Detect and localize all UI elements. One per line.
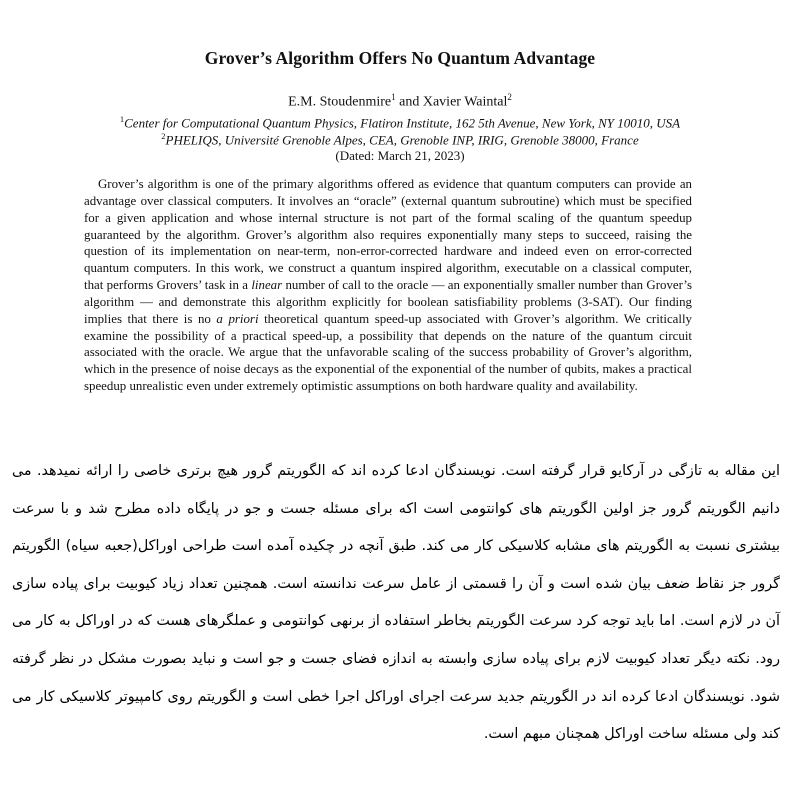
- abstract-text: number of call to the oracle — an exponentially smaller number than Grover’s algorithm — and demonstrate this algorithm explicitly for boolean satisfiability problems (3-SAT). Our finding implies that there is no: [84, 278, 692, 326]
- dated-line: (Dated: March 21, 2023): [335, 148, 465, 163]
- paper-title: Grover’s Algorithm Offers No Quantum Advantage: [204, 48, 596, 68]
- affiliation-mark: 1: [119, 114, 125, 124]
- affiliation: [0, 131, 800, 148]
- persian-commentary: این مقاله به تازگی در آرکایو قرار گرفته است. نویسندگان ادعا کرده اند که الگوریتم گرور هیچ برتری خاصی را ارائه نمیدهد. می دانیم الگوریتم گرور جز اولین الگوریتم های کوانتومی است اکه برای مسئله جست و جو در پایگاه داده مطرح شد و با سرعت بیشتری نسبت به الگوریتم های مشابه کلاسیکی کار می کند. طبق آنچه در چکیده آمده است طراحی اوراکل(جعبه سیاه) الگوریتم گرور جز نقاط ضعف بیان شده است و آن را قسمتی از عامل سرعت ندانسته است. همچنین تعداد زیاد کیوبیت برای پیاده سازی آن در لازم است. اما باید توجه کرد سرعت الگوریتم بخاطر استفاده از برنهی کوانتومی و عملگرهای هست که در اوراکل به کار می رود. نکته دیگر تعداد کیوبیت لازم برای پیاده سازی وابسته به اندازه فضای جست و جو است و نباید بصورت مشکل در نظر گرفته شود. نویسندگان ادعا کرده اند در الگوریتم جدید سرعت اجرای اوراکل اجرا خطی است و الگوریتم روی کامپیوتر کلاسیکی کار می کند ولی مسئله ساخت اوراکل همچنان مبهم است.: [12, 463, 780, 743]
- abstract: [84, 176, 692, 395]
- affiliation-mark: 2: [507, 92, 512, 102]
- affiliation-text: PHELIQS, Université Grenoble Alpes, CEA, Grenoble INP, IRIG, Grenoble 38000, France: [165, 132, 639, 148]
- abstract-emphasis: a priori: [216, 311, 259, 326]
- abstract-text: Grover’s algorithm is one of the primary algorithms offered as evidence that quantum computers can provide an advantage over classical computers. It involves an “oracle” (external quantum subroutine) which must be specified for a given application and whose internal structure is not part of the formal scaling of the quantum speedup guaranteed by the algorithm. Grover’s algorithm also requires exponentially many steps to succeed, raising the question of its implementation on near-term, non-error-corrected hardware and indeed even on error-corrected quantum computers. In this work, we construct a quantum inspired algorithm, executable on a classical computer, that performs Grovers’ task in a: [84, 177, 692, 293]
- abstract-emphasis: linear: [251, 278, 283, 293]
- abstract-text: theoretical quantum speed-up associated with Grover’s algorithm. We critically examine the possibility of a practical speed-up, a possibility that depends on the nature of the quantum circuit associated with the oracle. We argue that the unfavorable scaling of the success probability of Grover’s algorithm, which in the presence of noise decays as the exponential of the exponential of the number of qubits, makes a practical speedup unrealistic even under extremely optimistic assumptions on both hardware quality and availability.: [84, 311, 692, 394]
- affiliation-text: Center for Computational Quantum Physics, Flatiron Institute, 162 5th Avenue, New York, NY 10010, USA: [124, 115, 681, 131]
- affiliation-mark: 2: [161, 131, 166, 141]
- author-line: [0, 92, 800, 111]
- author-conjunction: and: [399, 94, 420, 110]
- author-name: Xavier Waintal: [422, 94, 508, 110]
- affiliation-mark: 1: [391, 92, 396, 102]
- affiliation: [0, 114, 800, 131]
- author-name: E.M. Stoudenmire: [288, 94, 392, 110]
